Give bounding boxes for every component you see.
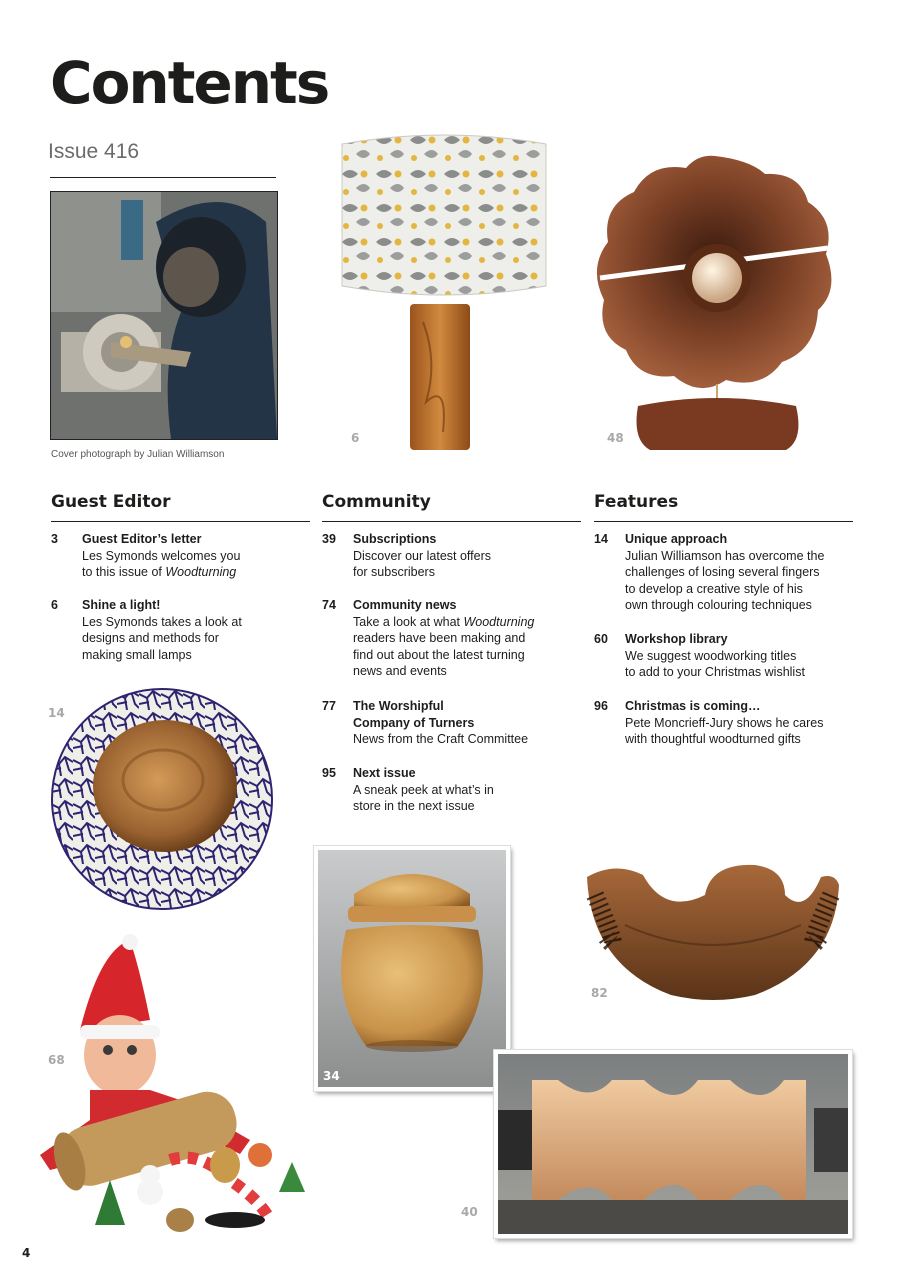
toc-entry-title: Christmas is coming… (625, 699, 761, 713)
toc-entry-desc: Discover our latest offers for subscribers (353, 548, 492, 580)
toc-entry-page: 77 (322, 699, 336, 713)
toc-entry-page: 14 (594, 532, 608, 546)
toc-entry-page: 6 (51, 598, 58, 612)
toc-entry-desc: We suggest woodworking titles to add to your Christmas wishlist (625, 648, 805, 680)
page-number-lathe-spindle: 40 (461, 1205, 478, 1219)
toc-entry[interactable] (322, 698, 581, 748)
sculpture-photo (590, 150, 840, 452)
toc-entry-page: 74 (322, 598, 336, 612)
toc-entry-desc: Les Symonds welcomes you to this issue of Woodturning (82, 548, 241, 580)
section-divider-community (322, 521, 581, 522)
toc-entry[interactable] (322, 765, 581, 815)
folio-page-number: 4 (22, 1246, 31, 1260)
toc-entry[interactable] (322, 597, 581, 680)
section-heading-community: Community (322, 492, 431, 512)
toc-entry-title: Next issue (353, 766, 416, 780)
section-divider-features (594, 521, 853, 522)
page-number-lamp: 6 (351, 431, 360, 445)
page-number-crackle-bowl: 14 (48, 706, 65, 720)
toc-entry-title: Shine a light! (82, 598, 161, 612)
page-number-scalloped-bowl: 82 (591, 986, 608, 1000)
toc-entry[interactable] (594, 631, 854, 681)
toc-entry-title: Unique approach (625, 532, 728, 546)
lidded-box-photo (314, 846, 510, 1091)
cover-photo (50, 191, 278, 440)
toc-entry-title: Workshop library (625, 632, 728, 646)
issue-label: Issue 416 (48, 140, 140, 163)
toc-entry[interactable] (51, 597, 310, 663)
toc-entry-title: Guest Editor’s letter (82, 532, 202, 546)
toc-entry-title: The Worshipful Company of Turners (353, 699, 475, 730)
toc-entry-desc: Take a look at what Woodturning readers have been making and find out about the latest turning news and events (353, 614, 535, 679)
section-heading-guest-editor: Guest Editor (51, 492, 171, 512)
toc-entry-page: 3 (51, 532, 58, 546)
toc-entry[interactable] (322, 531, 581, 581)
toc-entry-desc: A sneak peek at what’s in store in the next issue (353, 782, 494, 814)
toc-entry[interactable] (594, 531, 854, 614)
toc-entry-page: 95 (322, 766, 336, 780)
section-divider-guest-editor (51, 521, 310, 522)
lamp-photo (338, 132, 550, 454)
cover-credit: Cover photograph by Julian Williamson (51, 449, 225, 460)
page-number-elf: 68 (48, 1053, 65, 1067)
toc-entry-page: 39 (322, 532, 336, 546)
toc-entry-title: Subscriptions (353, 532, 437, 546)
toc-entry-desc: News from the Craft Committee (353, 732, 529, 747)
issue-divider (50, 177, 276, 178)
elf-photo (30, 930, 320, 1240)
scalloped-bowl-photo (585, 855, 841, 1005)
page-number-sculpture: 48 (607, 431, 624, 445)
crackle-bowl-photo (51, 688, 273, 910)
toc-entry[interactable] (594, 698, 854, 748)
toc-entry-page: 60 (594, 632, 608, 646)
toc-entry-desc: Les Symonds takes a look at designs and methods for making small lamps (82, 614, 242, 662)
page-title: Contents (50, 49, 329, 117)
toc-entry[interactable] (51, 531, 310, 581)
toc-entry-desc: Julian Williamson has overcome the challenges of losing several fingers to develop a creative style of his own through colouring techniques (625, 548, 825, 613)
section-heading-features: Features (594, 492, 679, 512)
lathe-spindle-photo (494, 1050, 852, 1238)
toc-entry-desc: Pete Moncrieff-Jury shows he cares with thoughtful woodturned gifts (625, 715, 824, 747)
page-number-lidded-box: 34 (323, 1069, 340, 1083)
toc-entry-page: 96 (594, 699, 608, 713)
toc-entry-title: Community news (353, 598, 457, 612)
